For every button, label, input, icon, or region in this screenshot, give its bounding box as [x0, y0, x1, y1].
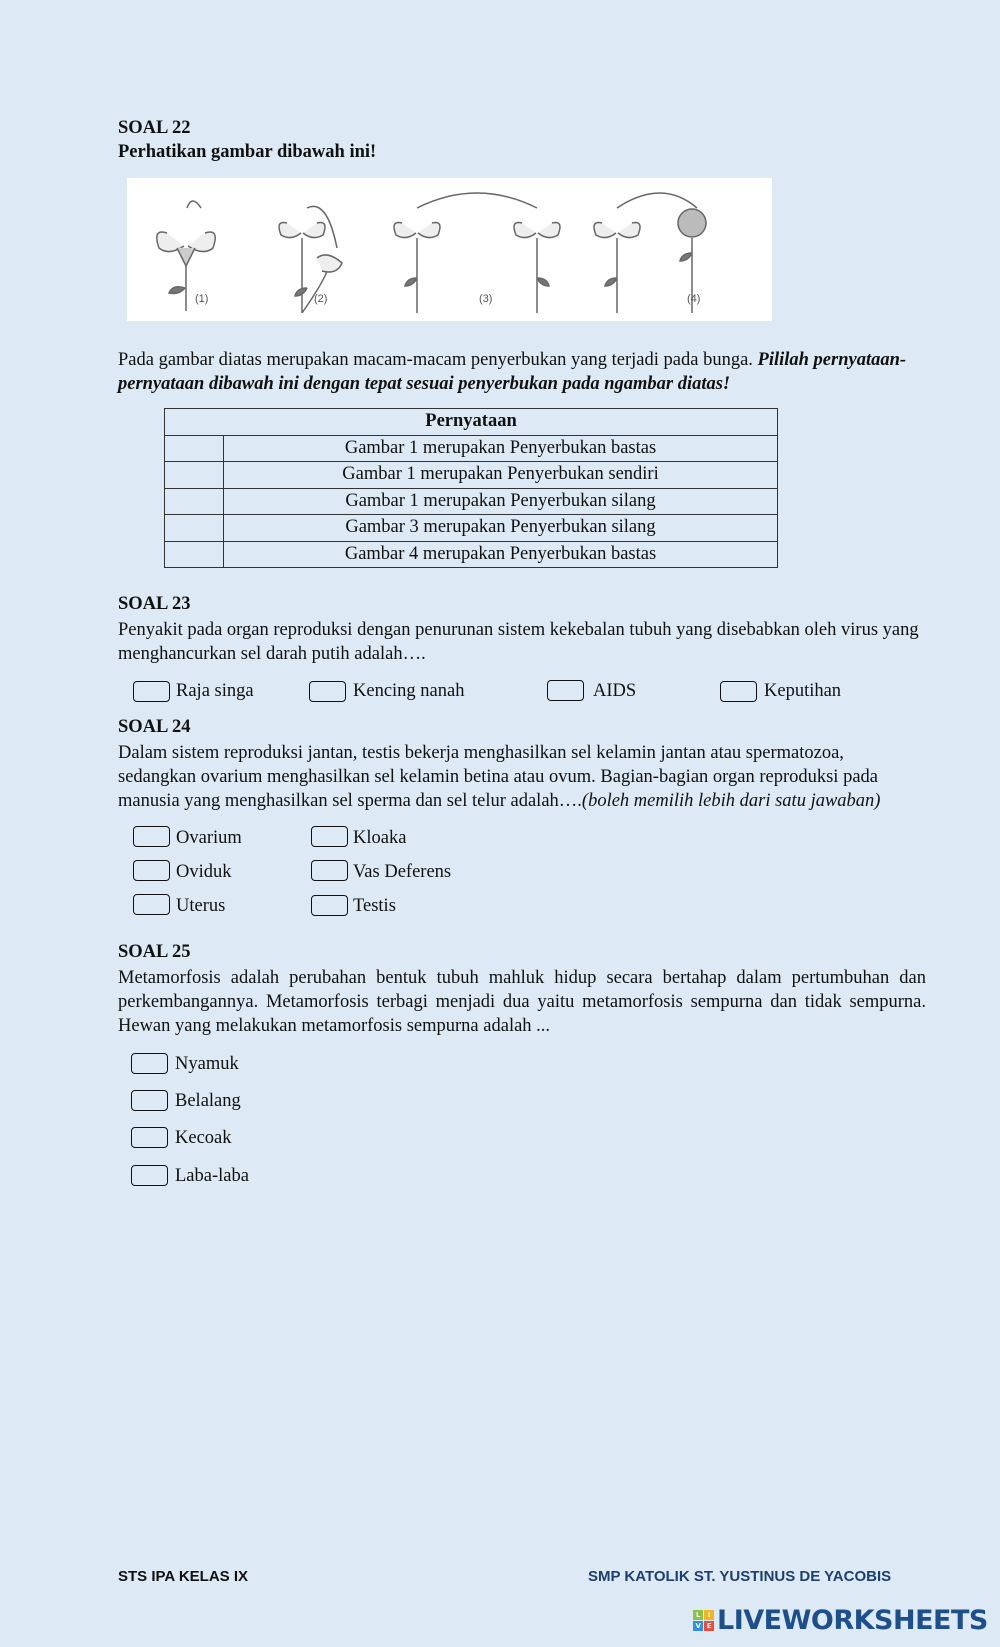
q25-option-checkbox[interactable] — [131, 1127, 168, 1148]
q25-option-checkbox[interactable] — [131, 1165, 168, 1186]
q24-title: SOAL 24 — [118, 717, 191, 737]
answer-cell[interactable] — [165, 435, 224, 462]
statement: Gambar 4 merupakan Penyerbukan bastas — [224, 541, 778, 568]
table-row — [165, 435, 778, 462]
q23-option-checkbox[interactable] — [309, 681, 346, 702]
q24-option-label: Testis — [353, 896, 396, 916]
table-row — [165, 488, 778, 515]
q24-text-italic: (boleh memilih lebih dari satu jawaban) — [581, 791, 881, 811]
q23-option-checkbox[interactable] — [547, 680, 584, 701]
pollination-figure — [127, 178, 772, 321]
table-row — [165, 462, 778, 489]
q24-option-label: Vas Deferens — [353, 862, 452, 882]
q22-text-bold: Pililah pernyataan-pernyataan dibawah ini dengan tepat sesuai penyerbukan pada ngambar diatas! — [118, 350, 907, 394]
statement: Gambar 1 merupakan Penyerbukan sendiri — [224, 462, 778, 489]
logo-letter: V — [693, 1621, 703, 1631]
answer-cell[interactable] — [165, 515, 224, 542]
q25-option-checkbox[interactable] — [131, 1053, 168, 1074]
q24-option-checkbox[interactable] — [311, 895, 348, 916]
statement: Gambar 1 merupakan Penyerbukan bastas — [224, 435, 778, 462]
liveworksheets-logo[interactable] — [693, 1605, 988, 1636]
q23-option-label: Kencing nanah — [353, 681, 465, 701]
answer-cell[interactable] — [165, 541, 224, 568]
q23-option-label: Raja singa — [176, 681, 254, 701]
q24-option-label: Ovarium — [176, 828, 242, 848]
footer-left: STS IPA KELAS IX — [118, 1568, 249, 1585]
q24-option-checkbox[interactable] — [133, 860, 170, 881]
answer-cell[interactable] — [165, 462, 224, 489]
q24-option-label: Kloaka — [353, 828, 407, 848]
figure-label-3: (3) — [479, 293, 493, 305]
logo-letter: L — [693, 1610, 703, 1620]
statement-table — [164, 408, 778, 568]
q24-option-checkbox[interactable] — [133, 826, 170, 847]
figure-label-4: (4) — [687, 293, 701, 305]
q25-option-label: Laba-laba — [175, 1166, 249, 1186]
logo-squares-icon — [693, 1610, 714, 1631]
logo-letter: I — [704, 1610, 714, 1620]
q25-option-label: Nyamuk — [175, 1054, 239, 1074]
q23-title: SOAL 23 — [118, 594, 191, 614]
figure-label-2: (2) — [314, 293, 328, 305]
flower-2-image — [279, 206, 342, 313]
q23-option-label: Keputihan — [764, 681, 842, 701]
q24-option-label: Uterus — [176, 896, 226, 916]
statement: Gambar 3 merupakan Penyerbukan silang — [224, 515, 778, 542]
q25-option-label: Kecoak — [175, 1128, 232, 1148]
q24-text — [118, 741, 926, 813]
q23-option-checkbox[interactable] — [133, 681, 170, 702]
q22-text — [118, 348, 926, 396]
logo-text: LIVEWORKSHEETS — [717, 1605, 988, 1636]
footer-right: SMP KATOLIK ST. YUSTINUS DE YACOBIS — [588, 1568, 892, 1585]
logo-letter: E — [704, 1621, 714, 1631]
q22-text-plain: Pada gambar diatas merupakan macam-macam penyerbukan yang terjadi pada bunga. — [118, 350, 758, 370]
table-row — [165, 515, 778, 542]
q25-title: SOAL 25 — [118, 942, 191, 962]
answer-cell[interactable] — [165, 488, 224, 515]
q24-option-label: Oviduk — [176, 862, 232, 882]
q24-option-checkbox[interactable] — [311, 860, 348, 881]
figure-label-1: (1) — [195, 293, 209, 305]
q23-option-checkbox[interactable] — [720, 681, 757, 702]
q24-text-plain: Dalam sistem reproduksi jantan, testis bekerja menghasilkan sel kelamin jantan atau spermatozoa, sedangkan ovarium menghasilkan sel kelamin betina atau ovum. Bagian-bagian organ reproduksi pada manusia yang menghasilkan sel sperma dan sel telur adalah…. — [118, 743, 878, 811]
q25-option-checkbox[interactable] — [131, 1090, 168, 1111]
table-header: Pernyataan — [165, 409, 778, 436]
q22-title: SOAL 22 — [118, 118, 191, 138]
q23-text: Penyakit pada organ reproduksi dengan penurunan sistem kekebalan tubuh yang disebabkan oleh virus yang menghancurkan sel darah putih adalah…. — [118, 620, 919, 664]
q25-text: Metamorfosis adalah perubahan bentuk tubuh mahluk hidup secara bertahap dalam pertumbuhan dan perkembangannya. Metamorfosis terbagi menjadi dua yaitu metamorfosis sempurna dan tidak sempurna. Hewan yang melakukan metamorfosis sempurna adalah ... — [118, 968, 926, 1036]
table-row — [165, 541, 778, 568]
q24-option-checkbox[interactable] — [133, 894, 170, 915]
statement: Gambar 1 merupakan Penyerbukan silang — [224, 488, 778, 515]
q23-option-label: AIDS — [593, 681, 637, 701]
q25-option-label: Belalang — [175, 1091, 241, 1111]
q22-instruction: Perhatikan gambar dibawah ini! — [118, 142, 377, 162]
flower-3-image — [394, 193, 560, 313]
q24-option-checkbox[interactable] — [311, 826, 348, 847]
